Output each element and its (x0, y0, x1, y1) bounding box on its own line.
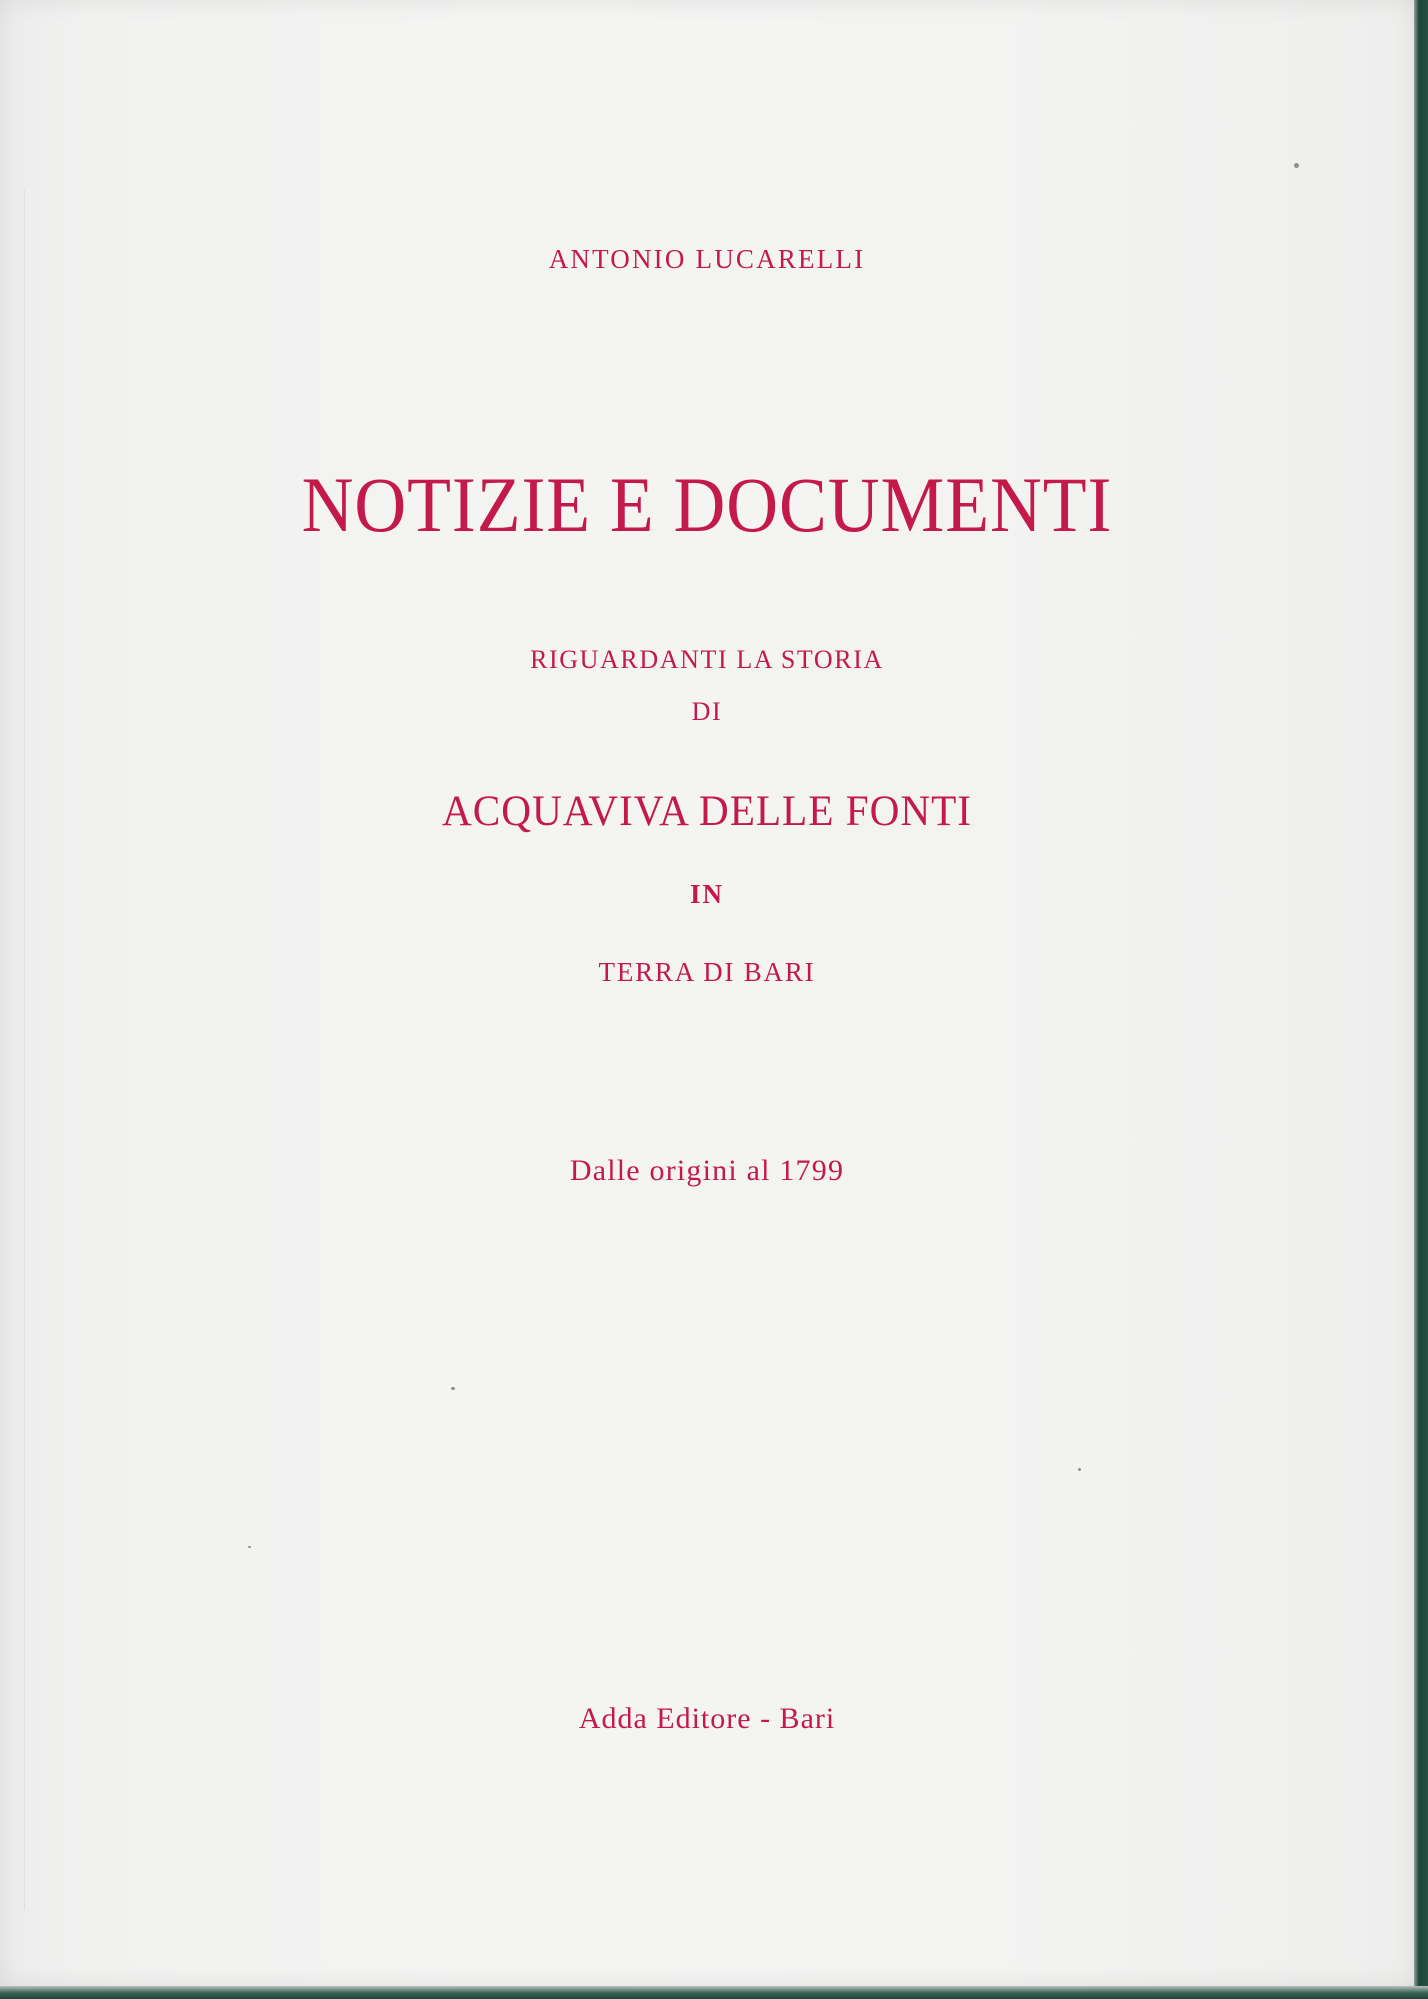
period-text: Dalle origini al 1799 (569, 1154, 845, 1187)
scan-bottom-edge (0, 1986, 1428, 1999)
subtitle-line-1: RIGUARDANTI LA STORIA (530, 645, 884, 674)
publisher: Adda Editore - Bari (578, 1702, 836, 1735)
paper-speck (248, 1546, 251, 1548)
region-name: TERRA DI BARI (598, 957, 816, 987)
paper-speck (1078, 1468, 1081, 1471)
preposition: IN (689, 879, 724, 909)
scan-right-edge (1414, 0, 1428, 1999)
subtitle-line-2: DI (691, 697, 723, 726)
book-title: NOTIZIE E DOCUMENTI (301, 461, 1113, 548)
paper-speck (1294, 163, 1299, 168)
author-name: ANTONIO LUCARELLI (548, 244, 866, 274)
paper-fold-line (24, 190, 25, 1910)
place-name: ACQUAVIVA DELLE FONTI (441, 788, 973, 835)
paper-speck (451, 1387, 455, 1390)
